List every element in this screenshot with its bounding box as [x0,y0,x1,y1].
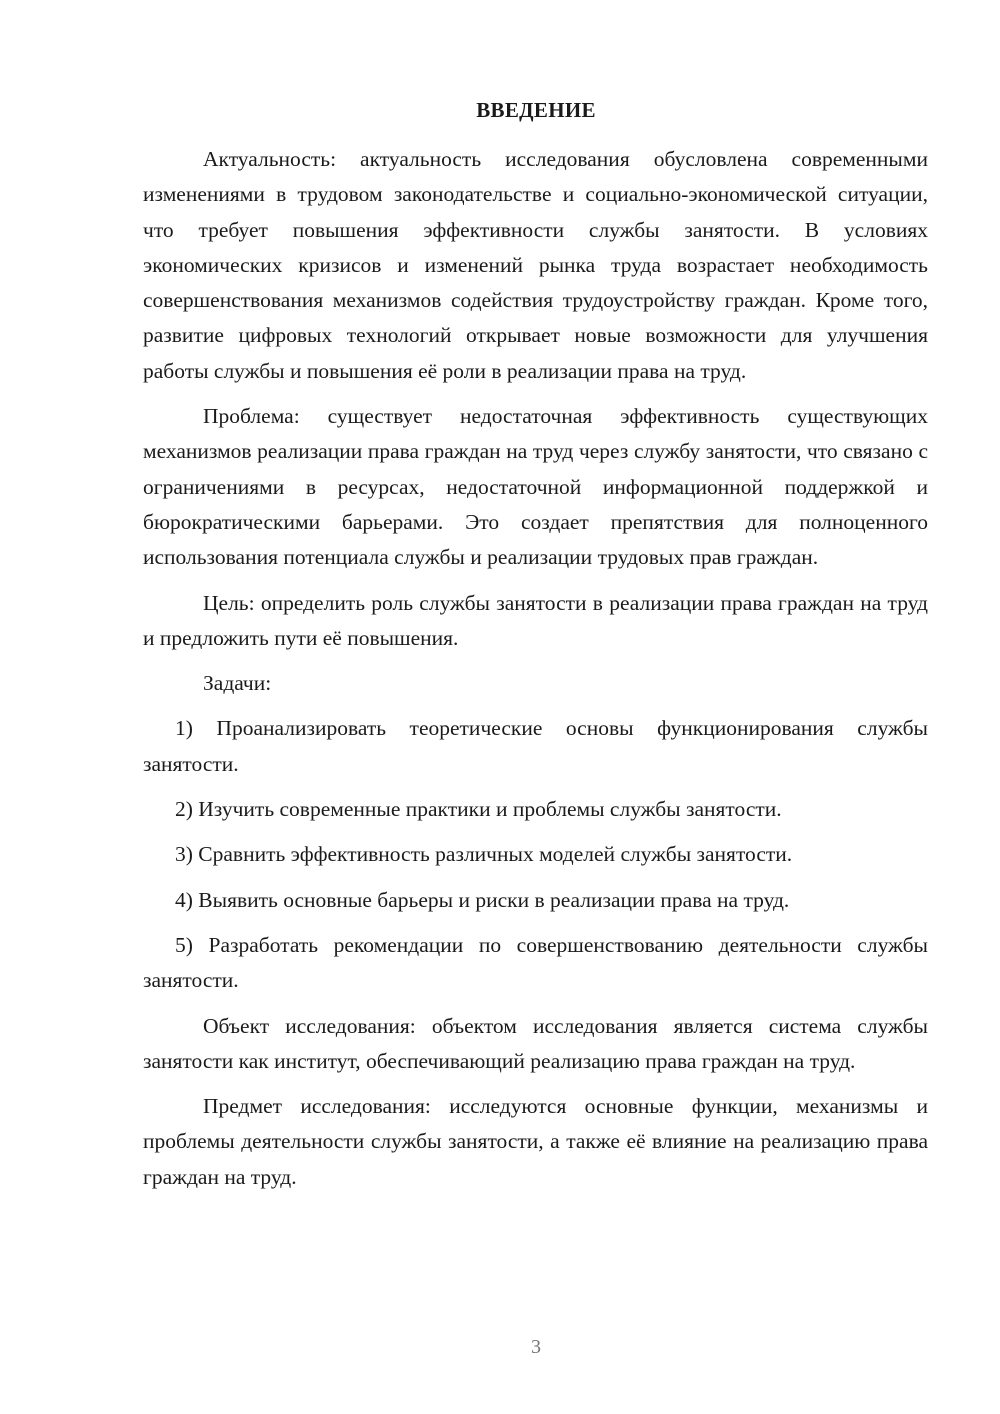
task-item-5: 5) Разработать рекомендации по совершенствованию деятельности службы занятости. [143,932,928,993]
tasks-heading: Задачи: [203,671,272,696]
paragraph-problem: Проблема: существует недостаточная эффективность существующих механизмов реализации права граждан на труд через службу занятости, что связано с ограничениями в ресурсах, недостаточной информационной поддержкой и бюрократическими барьерами. Это создает препятствия для полноценного использования потенциала службы и реализации трудовых прав граждан. [143,404,928,570]
paragraph-goal: Цель: определить роль службы занятости в реализации права граждан на труд и предложить пути её повышения. [143,590,928,650]
task-item-4: 4) Выявить основные барьеры и риски в реализации права на труд. [175,887,790,912]
paragraph-object: Объект исследования: объектом исследования является система службы занятости как институт, обеспечивающий реализацию права граждан на труд. [143,1013,928,1073]
body-text [143,142,928,1195]
page-number: 3 [531,1336,541,1358]
paragraph-subject: Предмет исследования: исследуются основные функции, механизмы и проблемы деятельности службы занятости, а также её влияние на реализацию права граждан на труд. [143,1094,928,1189]
paragraph-relevance: Актуальность: актуальность исследования обусловлена современными изменениями в трудовом законодательстве и социально-экономической ситуации, что требует повышения эффективности службы занятости. В условиях экономических кризисов и изменений рынка труда возрастает необходимость совершенствования механизмов содействия трудоустройству граждан. Кроме того, развитие цифровых технологий открывает новые возможности для улучшения работы службы и повышения её роли в реализации права на труд. [143,147,928,383]
task-item-3: 3) Сравнить эффективность различных моделей службы занятости. [175,842,793,867]
task-item-2: 2) Изучить современные практики и проблемы службы занятости. [175,797,782,822]
task-item-1: 1) Проанализировать теоретические основы функционирования службы занятости. [143,716,928,776]
section-title: ВВЕДЕНИЕ [476,98,596,122]
